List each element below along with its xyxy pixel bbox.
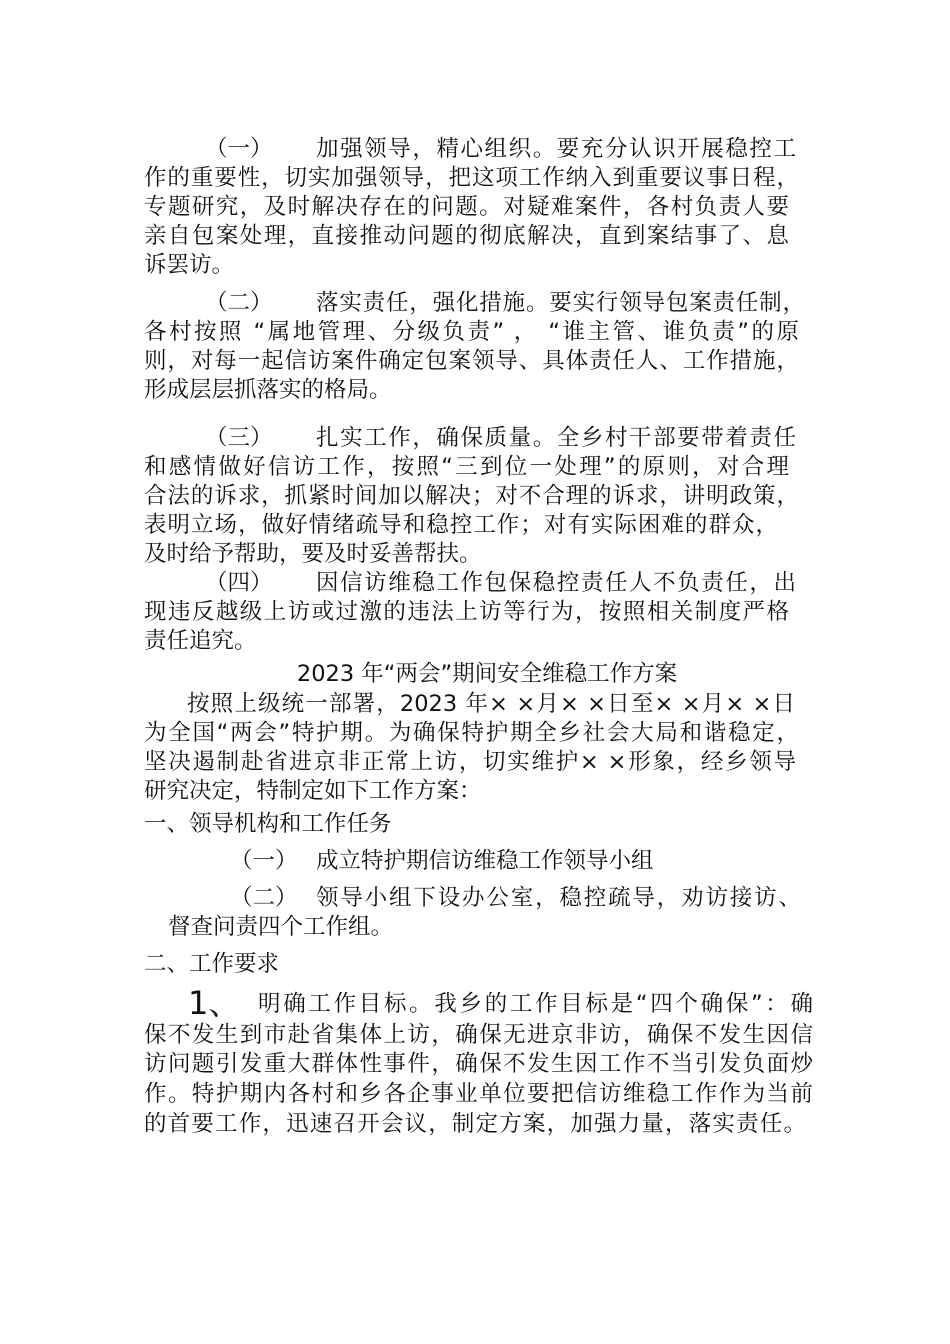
item4-line: 因信访维稳工作包保稳控责任人不负责任，出 [316, 570, 796, 596]
req1-line: 的首要工作，迅速召开会议，制定方案，加强力量，落实责任。 [144, 1111, 806, 1137]
item1-line: 专题研究，及时解决存在的问题。对疑难案件，各村负责人要 [144, 194, 789, 220]
section-title: 2023 年“两会”期间安全维稳工作方案 [296, 661, 678, 687]
sub2-line: 督查问责四个工作组。 [168, 914, 394, 940]
item1-line: 加强领导，精心组织。要充分认识开展稳控工 [316, 136, 796, 162]
sub2-line: 领导小组下设办公室，稳控疏导，劝访接访、 [316, 885, 801, 911]
req1-line: 访问题引发重大群体性事件，确保不发生因工作不当引发负面炒 [144, 1051, 813, 1077]
item1-line: 诉罢访。 [144, 252, 235, 278]
req1-line: 保不发生到市赴省集体上访，确保无进京非访，确保不发生因信 [144, 1022, 813, 1048]
item2-marker: （二） [205, 290, 273, 316]
item4-marker: （四） [205, 570, 273, 596]
sub1-text: 成立特护期信访维稳工作领导小组 [316, 848, 654, 874]
sub2-marker: （二） [230, 885, 298, 911]
item1-marker: （一） [205, 136, 273, 162]
req1-line: 明确工作目标。我乡的工作目标是“四个确保”：确 [258, 991, 813, 1017]
item3-line: 及时给予帮助，要及时妥善帮扶。 [144, 541, 482, 567]
item2-line: 形成层层抓落实的格局。 [144, 377, 392, 403]
sub1-marker: （一） [230, 848, 298, 874]
item3-line: 和感情做好信访工作，按照“三到位一处理”的原则，对合理 [144, 454, 789, 480]
intro-line: 为全国“两会”特护期。为确保特护期全乡社会大局和谐稳定， [144, 720, 799, 746]
item3-line: 合法的诉求，抓紧时间加以解决；对不合理的诉求，讲明政策， [144, 483, 799, 509]
item3-marker: （三） [205, 425, 273, 451]
intro-line: 坚决遏制赴省进京非正常上访，切实维护× ×形象，经乡领导 [144, 749, 796, 775]
intro-line: 研究决定，特制定如下工作方案： [144, 778, 482, 804]
item2-line: 落实责任，强化措施。要实行领导包案责任制， [316, 290, 805, 316]
heading-requirements: 二、工作要求 [144, 951, 280, 977]
item2-line: 各村按照 “属地管理、分级负责” ， “谁主管、谁负责”的原 [144, 319, 799, 345]
item4-line: 现违反越级上访或过激的违法上访等行为，按照相关制度严格 [144, 599, 789, 625]
item3-line: 扎实工作，确保质量。全乡村干部要带着责任 [316, 425, 796, 451]
item1-line: 亲自包案处理，直接推动问题的彻底解决，直到案结事了、息 [144, 223, 789, 249]
heading-leadership: 一、领导机构和工作任务 [144, 811, 392, 837]
req1-marker: 1、 [188, 984, 241, 1022]
item3-line: 表明立场，做好情绪疏导和稳控工作；对有实际困难的群众， [144, 512, 778, 538]
item1-line: 作的重要性，切实加强领导，把这项工作纳入到重要议事日程， [144, 165, 799, 191]
item2-line: 则，对每一起信访案件确定包案领导、具体责任人、工作措施， [144, 348, 799, 374]
item4-line: 责任追究。 [144, 628, 257, 654]
req1-line: 作。特护期内各村和乡各企事业单位要把信访维稳工作作为当前 [144, 1081, 813, 1107]
intro-line: 按照上级统一部署，2023 年× ×月× ×日至× ×月× ×日 [187, 691, 795, 717]
